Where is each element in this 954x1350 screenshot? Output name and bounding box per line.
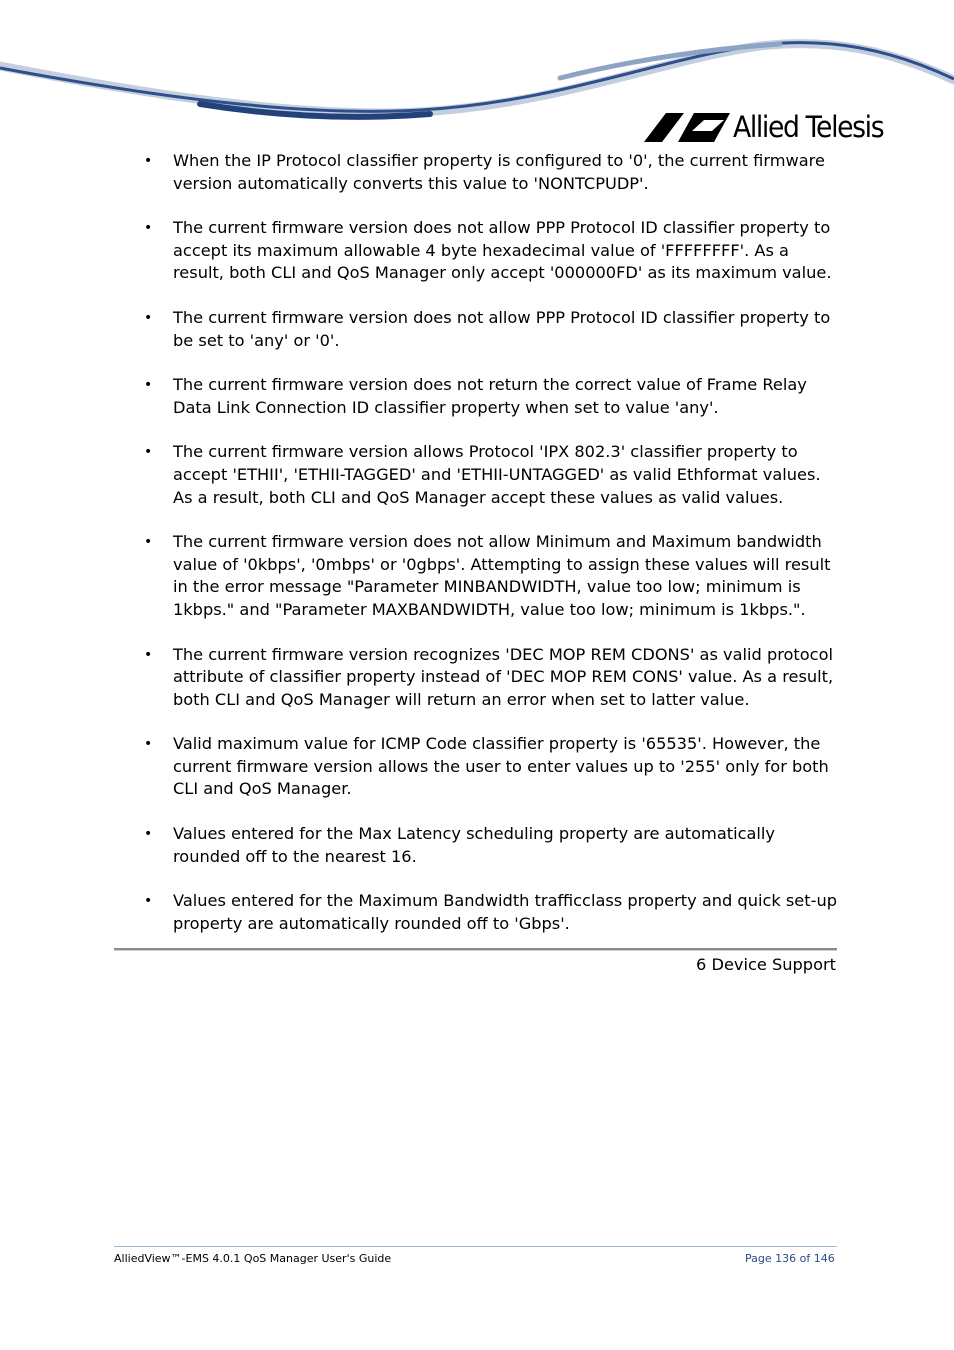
bullet-icon: •: [144, 377, 153, 394]
bullet-icon: •: [144, 826, 153, 843]
list-item-text: The current firmware version does not allow PPP Protocol ID classifier property to accept its maximum allowable 4 byte hexadecimal value of 'FFFFFFFF'. As a result, both CLI and QoS Manager only accept '000000FD' as its maximum value.: [173, 218, 832, 283]
list-item: [140, 217, 840, 285]
brand-wordmark: Allied Telesis: [733, 110, 884, 144]
list-item: [140, 890, 840, 935]
list-item: [140, 374, 840, 419]
section-divider: [114, 948, 837, 951]
list-item-text: Values entered for the Maximum Bandwidth trafficclass property and quick set-up property are automatically rounded off to 'Gbps'.: [173, 891, 837, 933]
list-item: [140, 307, 840, 352]
list-item-text: The current firmware version allows Protocol 'IPX 802.3' classifier property to accept 'ETHII', 'ETHII-TAGGED' and 'ETHII-UNTAGGED' as valid Ethformat values. As a result, both CLI and QoS Manager accept these values as valid values.: [173, 442, 821, 507]
list-item-text: The current firmware version does not allow Minimum and Maximum bandwidth value of '0kbps', '0mbps' or '0gbps'. Attempting to assign these values will result in the error message "Parameter MINBANDWIDTH, value too low; minimum is 1kbps." and "Parameter MAXBANDWIDTH, value too low; minimum is 1kbps.".: [173, 532, 831, 619]
list-item-text: The current firmware version recognizes 'DEC MOP REM CDONS' as valid protocol attribute of classifier property instead of 'DEC MOP REM CONS' value. As a result, both CLI and QoS Manager will return an error when set to latter value.: [173, 644, 834, 709]
list-item-text: The current firmware version does not return the correct value of Frame Relay Data Link Connection ID classifier property when set to value 'any'.: [173, 375, 807, 417]
list-item: [140, 644, 840, 712]
bullet-icon: •: [144, 646, 153, 663]
list-item: [140, 531, 840, 621]
release-notes-list: [140, 150, 840, 935]
list-item-text: When the IP Protocol classifier property is configured to '0', the current firmware version automatically converts this value to 'NONTCPUDP'.: [173, 151, 825, 193]
footer-divider: [114, 1246, 837, 1247]
list-item: [140, 441, 840, 509]
section-label: 6 Device Support: [696, 955, 836, 974]
allied-telesis-logo: [644, 108, 896, 146]
bullet-icon: •: [144, 153, 153, 169]
bullet-icon: •: [144, 534, 153, 551]
bullet-icon: •: [144, 736, 153, 753]
list-item: [140, 823, 840, 868]
bullet-icon: •: [144, 893, 153, 910]
list-item-text: Values entered for the Max Latency scheduling property are automatically rounded off to the nearest 16.: [173, 824, 775, 866]
list-item: [140, 150, 840, 195]
list-item: [140, 733, 840, 801]
bullet-icon: •: [144, 220, 153, 237]
bullet-icon: •: [144, 444, 153, 461]
footer-page-number: Page 136 of 146: [745, 1252, 835, 1265]
list-item-text: The current firmware version does not allow PPP Protocol ID classifier property to be set to 'any' or '0'.: [173, 307, 831, 350]
list-item-text: Valid maximum value for ICMP Code classifier property is '65535'. However, the current firmware version allows the user to enter values up to '255' only for both CLI and QoS Manager.: [173, 734, 829, 799]
bullet-icon: •: [144, 309, 153, 326]
allied-telesis-logo-mark-icon: [644, 111, 730, 143]
footer-document-title: AlliedView™-EMS 4.0.1 QoS Manager User's Guide: [114, 1252, 392, 1265]
release-notes-content: [140, 150, 840, 957]
